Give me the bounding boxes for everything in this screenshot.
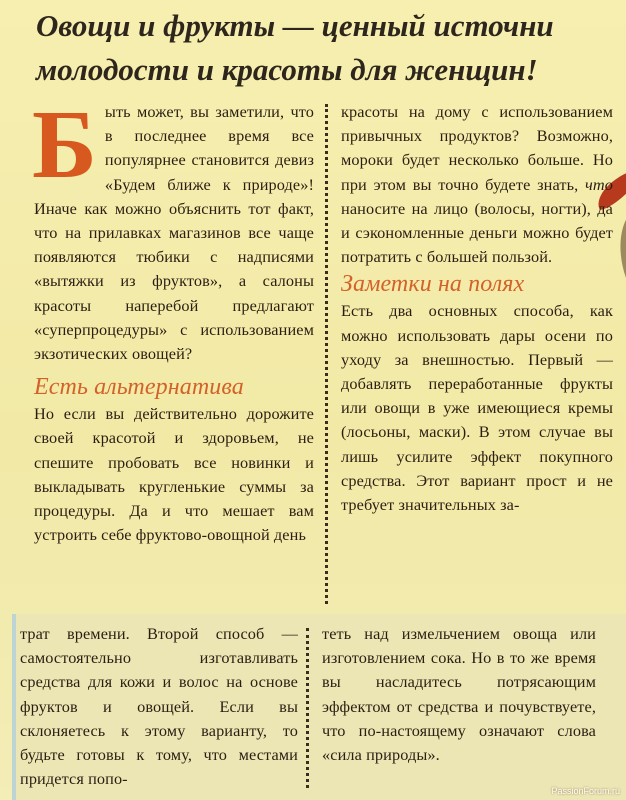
- section-heading-notes: Заметки на полях: [341, 271, 525, 298]
- bottom-column-divider: [306, 628, 313, 788]
- column-2-text-part-2: наносите на лицо (волосы, ногти), да и сэкономленные деньги можно будет потратить с большей пользой.: [341, 198, 613, 267]
- column-2-paragraph: [341, 100, 613, 269]
- page-title: [36, 4, 626, 92]
- bottom-column-left: [20, 622, 298, 791]
- intro-paragraph: ыть может, вы заметили, что в последнее время все популярнее становится девиз «Будем ближе к природе»! Иначе как можно объяснить тот факт, что на прилавках магазинов все чаще появляются тюбики с надписями «вытяжки из фруктов», а салоны красоты наперебой предлагают «суперпроцедуры» с использованием экзотических овощей?: [34, 102, 314, 364]
- bottom-left-paragraph: трат времени. Второй способ — самостоятельно изготавливать средства для кожи и волос на основе фруктов и овощей. Если вы склоняетесь к этому варианту, то будьте готовы к тому, что местами придется попо-: [20, 624, 298, 789]
- section-heading-alternative: Есть альтернатива: [34, 374, 244, 401]
- drop-cap: Б: [32, 91, 97, 199]
- article-column-2: [341, 100, 613, 517]
- column-divider: [325, 104, 332, 604]
- column-2-text-part-1: красоты на дому с использованием привычных продуктов? Возможно, мороки будет несколько больше. Но при этом вы точно будете знать,: [341, 102, 613, 194]
- bottom-right-paragraph: теть над измельчением овоща или изготовлением сока. Но в то же время вы насладитесь потрясающим эффектом от средства и почувствуете, что по-настоящему означают слова «сила природы».: [322, 624, 596, 765]
- section-paragraph-notes: Есть два основных способа, как можно использовать дары осени по уходу за внешностью. Первый — добавлять переработанные фрукты или овощи в уже имеющиеся кремы (лосьоны, маски). В этом случае вы лишь усилите эффект покупного средства. Этот вариант прост и не требует значительных за-: [341, 301, 613, 515]
- article-column-1: [32, 91, 314, 547]
- bottom-column-right: [322, 622, 596, 767]
- watermark: PassionForum.ru: [551, 786, 620, 796]
- title-line-2: молодости и красоты для женщин!: [36, 52, 538, 87]
- section-paragraph-alternative: Но если вы действительно дорожите своей красотой и здоровьем, не спешите пробовать все новинки и выкладывать кругленькие суммы за процедуры. Да и что мешает вам устроить себе фруктово-овощной день: [34, 404, 314, 545]
- title-line-1: Овощи и фрукты — ценный источни: [36, 8, 554, 43]
- column-2-emphasis: что: [585, 174, 613, 194]
